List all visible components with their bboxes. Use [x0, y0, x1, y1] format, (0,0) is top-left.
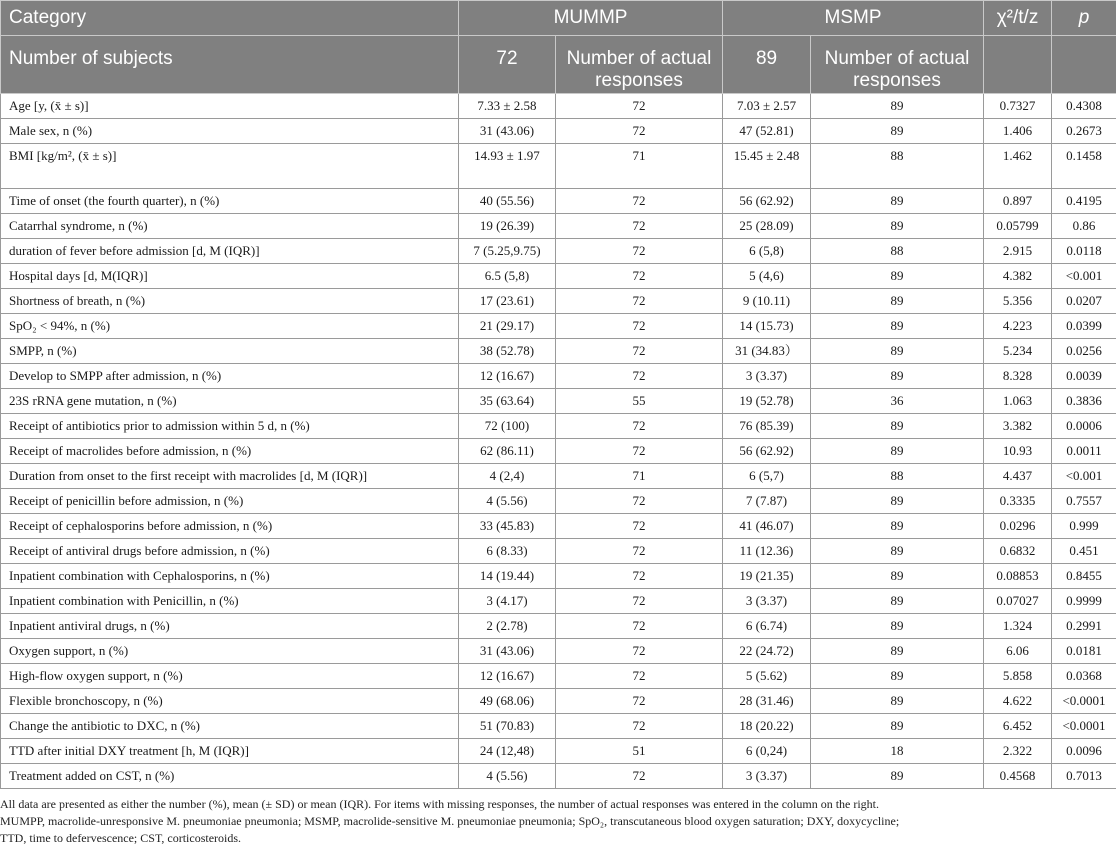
cell-v1: 2 (2.78)	[459, 614, 556, 639]
cell-p: 0.3836	[1052, 389, 1116, 414]
cell-label: 23S rRNA gene mutation, n (%)	[1, 389, 459, 414]
cell-v2: 15.45 ± 2.48	[723, 144, 811, 189]
cell-label: Oxygen support, n (%)	[1, 639, 459, 664]
cell-v2: 31 (34.83）	[723, 339, 811, 364]
cell-r1: 72	[556, 314, 723, 339]
header-stat-blank	[984, 36, 1052, 94]
cell-stat: 5.356	[984, 289, 1052, 314]
cell-r2: 89	[811, 764, 984, 789]
table-row	[1, 714, 1116, 739]
cell-label: Inpatient combination with Cephalosporins, n (%)	[1, 564, 459, 589]
header-msmp-n: 89	[723, 36, 811, 94]
table-row	[1, 539, 1116, 564]
cell-r1: 72	[556, 664, 723, 689]
table-row	[1, 289, 1116, 314]
cell-v2: 11 (12.36)	[723, 539, 811, 564]
cell-r1: 72	[556, 764, 723, 789]
cell-v1: 38 (52.78)	[459, 339, 556, 364]
cell-r2: 89	[811, 439, 984, 464]
table-row	[1, 614, 1116, 639]
table-row	[1, 464, 1116, 489]
cell-stat: 0.6832	[984, 539, 1052, 564]
header-mummp-n: 72	[459, 36, 556, 94]
cell-label: Receipt of penicillin before admission, n (%)	[1, 489, 459, 514]
cell-v2: 25 (28.09)	[723, 214, 811, 239]
cell-stat: 0.4568	[984, 764, 1052, 789]
cell-r2: 89	[811, 214, 984, 239]
cell-p: <0.0001	[1052, 689, 1116, 714]
cell-r2: 89	[811, 119, 984, 144]
table-row	[1, 364, 1116, 389]
cell-v2: 19 (21.35)	[723, 564, 811, 589]
cell-p: 0.0118	[1052, 239, 1116, 264]
cell-r1: 51	[556, 739, 723, 764]
cell-r1: 72	[556, 94, 723, 119]
table-row	[1, 489, 1116, 514]
cell-stat: 3.382	[984, 414, 1052, 439]
cell-r1: 72	[556, 564, 723, 589]
table-row	[1, 94, 1116, 119]
cell-p: 0.0096	[1052, 739, 1116, 764]
cell-v2: 6 (0,24)	[723, 739, 811, 764]
cell-label: Catarrhal syndrome, n (%)	[1, 214, 459, 239]
cell-r2: 89	[811, 489, 984, 514]
cell-v1: 4 (5.56)	[459, 764, 556, 789]
cell-v2: 47 (52.81)	[723, 119, 811, 144]
cell-stat: 4.622	[984, 689, 1052, 714]
cell-r2: 89	[811, 289, 984, 314]
cell-r1: 71	[556, 144, 723, 189]
cell-r1: 72	[556, 714, 723, 739]
cell-r2: 88	[811, 239, 984, 264]
table-row	[1, 664, 1116, 689]
cell-v1: 72 (100)	[459, 414, 556, 439]
cell-label: Male sex, n (%)	[1, 119, 459, 144]
cell-v2: 56 (62.92)	[723, 189, 811, 214]
cell-r1: 72	[556, 339, 723, 364]
cell-r1: 72	[556, 189, 723, 214]
footnote-line-1: All data are presented as either the number (%), mean (± SD) or mean (IQR). For items with missing responses, the number of actual responses was entered in the column on the right.	[0, 797, 880, 811]
cell-p: 0.4195	[1052, 189, 1116, 214]
cell-r2: 89	[811, 639, 984, 664]
cell-v2: 28 (31.46)	[723, 689, 811, 714]
cell-v1: 40 (55.56)	[459, 189, 556, 214]
cell-label: BMI [kg/m², (x̄ ± s)]	[1, 144, 459, 189]
cell-r2: 18	[811, 739, 984, 764]
cell-label: Receipt of macrolides before admission, n (%)	[1, 439, 459, 464]
cell-label: Treatment added on CST, n (%)	[1, 764, 459, 789]
cell-p: 0.0207	[1052, 289, 1116, 314]
cell-stat: 1.406	[984, 119, 1052, 144]
cell-stat: 4.223	[984, 314, 1052, 339]
cell-p: 0.4308	[1052, 94, 1116, 119]
cell-stat: 5.858	[984, 664, 1052, 689]
cell-r1: 72	[556, 489, 723, 514]
cell-p: <0.001	[1052, 264, 1116, 289]
cell-v1: 7 (5.25,9.75)	[459, 239, 556, 264]
cell-stat: 8.328	[984, 364, 1052, 389]
table-row	[1, 214, 1116, 239]
cell-stat: 6.06	[984, 639, 1052, 664]
cell-v2: 18 (20.22)	[723, 714, 811, 739]
cell-label: Receipt of antibiotics prior to admission within 5 d, n (%)	[1, 414, 459, 439]
cell-r1: 72	[556, 689, 723, 714]
table-row	[1, 189, 1116, 214]
cell-r1: 72	[556, 439, 723, 464]
cell-label: Shortness of breath, n (%)	[1, 289, 459, 314]
cell-v2: 3 (3.37)	[723, 764, 811, 789]
cell-r1: 72	[556, 289, 723, 314]
cell-r1: 72	[556, 614, 723, 639]
table-row	[1, 739, 1116, 764]
cell-p: 0.0181	[1052, 639, 1116, 664]
cell-r2: 89	[811, 664, 984, 689]
table-body	[1, 94, 1116, 789]
cell-stat: 1.462	[984, 144, 1052, 189]
cell-v2: 3 (3.37)	[723, 364, 811, 389]
cell-p: 0.451	[1052, 539, 1116, 564]
cell-p: 0.0399	[1052, 314, 1116, 339]
cell-p: <0.001	[1052, 464, 1116, 489]
cell-r2: 89	[811, 564, 984, 589]
cell-stat: 6.452	[984, 714, 1052, 739]
cell-stat: 0.7327	[984, 94, 1052, 119]
cell-p: 0.0006	[1052, 414, 1116, 439]
table-row	[1, 439, 1116, 464]
table-row	[1, 564, 1116, 589]
cell-r1: 72	[556, 364, 723, 389]
footnote-line-3: TTD, time to defervescence; CST, corticosteroids.	[0, 831, 242, 845]
cell-p: 0.0368	[1052, 664, 1116, 689]
cell-p: 0.7013	[1052, 764, 1116, 789]
cell-v1: 19 (26.39)	[459, 214, 556, 239]
cell-r1: 72	[556, 414, 723, 439]
cell-label: Inpatient antiviral drugs, n (%)	[1, 614, 459, 639]
cell-r2: 89	[811, 539, 984, 564]
cell-label: Receipt of antiviral drugs before admission, n (%)	[1, 539, 459, 564]
cell-v2: 9 (10.11)	[723, 289, 811, 314]
cell-v2: 6 (5,8)	[723, 239, 811, 264]
cell-p: 0.2673	[1052, 119, 1116, 144]
cell-stat: 0.07027	[984, 589, 1052, 614]
cell-v2: 56 (62.92)	[723, 439, 811, 464]
table-row	[1, 119, 1116, 144]
cell-stat: 5.234	[984, 339, 1052, 364]
header-msmp-responses: Number of actual responses	[811, 36, 984, 94]
cell-v2: 41 (46.07)	[723, 514, 811, 539]
cell-stat: 0.05799	[984, 214, 1052, 239]
cell-r2: 89	[811, 264, 984, 289]
cell-v1: 3 (4.17)	[459, 589, 556, 614]
cell-p: 0.1458	[1052, 144, 1116, 189]
cell-v2: 22 (24.72)	[723, 639, 811, 664]
cell-label: TTD after initial DXY treatment [h, M (IQR)]	[1, 739, 459, 764]
cell-r1: 72	[556, 639, 723, 664]
cell-r1: 71	[556, 464, 723, 489]
cell-label: SpO₂ < 94%, n (%)	[1, 314, 459, 339]
cell-r2: 88	[811, 464, 984, 489]
header-category: Category	[1, 1, 459, 36]
table-row	[1, 314, 1116, 339]
cell-label: Develop to SMPP after admission, n (%)	[1, 364, 459, 389]
cell-r2: 89	[811, 94, 984, 119]
cell-r1: 72	[556, 539, 723, 564]
cell-r1: 72	[556, 264, 723, 289]
header-stat: χ²/t/z	[984, 1, 1052, 36]
cell-stat: 0.0296	[984, 514, 1052, 539]
cell-label: High-flow oxygen support, n (%)	[1, 664, 459, 689]
cell-v1: 49 (68.06)	[459, 689, 556, 714]
table-row	[1, 264, 1116, 289]
cell-v1: 12 (16.67)	[459, 664, 556, 689]
cell-v1: 35 (63.64)	[459, 389, 556, 414]
cell-stat: 0.08853	[984, 564, 1052, 589]
table-row	[1, 639, 1116, 664]
cell-stat: 4.382	[984, 264, 1052, 289]
table-row	[1, 514, 1116, 539]
header-group-mummp: MUMMP	[459, 1, 723, 36]
cell-r2: 36	[811, 389, 984, 414]
cell-r2: 89	[811, 589, 984, 614]
cell-r2: 89	[811, 689, 984, 714]
table-row	[1, 339, 1116, 364]
cell-r1: 72	[556, 514, 723, 539]
cell-v1: 17 (23.61)	[459, 289, 556, 314]
header-group-msmp: MSMP	[723, 1, 984, 36]
cell-r2: 89	[811, 364, 984, 389]
cell-r2: 88	[811, 144, 984, 189]
cell-v2: 3 (3.37)	[723, 589, 811, 614]
cell-v1: 31 (43.06)	[459, 639, 556, 664]
cell-r2: 89	[811, 614, 984, 639]
cell-v2: 19 (52.78)	[723, 389, 811, 414]
cell-v1: 12 (16.67)	[459, 364, 556, 389]
cell-v2: 76 (85.39)	[723, 414, 811, 439]
header-mummp-responses: Number of actual responses	[556, 36, 723, 94]
cell-v2: 14 (15.73)	[723, 314, 811, 339]
cell-label: Receipt of cephalosporins before admission, n (%)	[1, 514, 459, 539]
cell-p: <0.0001	[1052, 714, 1116, 739]
cell-stat: 1.063	[984, 389, 1052, 414]
cell-stat: 4.437	[984, 464, 1052, 489]
cell-label: Time of onset (the fourth quarter), n (%)	[1, 189, 459, 214]
cell-v1: 21 (29.17)	[459, 314, 556, 339]
cell-p: 0.999	[1052, 514, 1116, 539]
header-p: p	[1052, 1, 1116, 36]
cell-v1: 6 (8.33)	[459, 539, 556, 564]
cell-r2: 89	[811, 514, 984, 539]
table-header	[1, 1, 1116, 94]
cell-v2: 7.03 ± 2.57	[723, 94, 811, 119]
cell-stat: 2.915	[984, 239, 1052, 264]
cell-label: Hospital days [d, M(IQR)]	[1, 264, 459, 289]
cell-label: Inpatient combination with Penicillin, n (%)	[1, 589, 459, 614]
cell-v1: 4 (5.56)	[459, 489, 556, 514]
cell-p: 0.0011	[1052, 439, 1116, 464]
cell-p: 0.8455	[1052, 564, 1116, 589]
footnote-line-2: MUMPP, macrolide-unresponsive M. pneumoniae pneumonia; MSMP, macrolide-sensitive M. pneumoniae pneumonia; SpO₂, transcutaneous blood oxygen saturation; DXY, doxycycline;	[0, 814, 900, 828]
cell-label: Flexible bronchoscopy, n (%)	[1, 689, 459, 714]
cell-r2: 89	[811, 189, 984, 214]
table-row	[1, 589, 1116, 614]
cell-p: 0.86	[1052, 214, 1116, 239]
cell-stat: 0.3335	[984, 489, 1052, 514]
cell-r2: 89	[811, 339, 984, 364]
cell-v1: 14.93 ± 1.97	[459, 144, 556, 189]
cell-p: 0.9999	[1052, 589, 1116, 614]
cell-p: 0.7557	[1052, 489, 1116, 514]
table-row	[1, 414, 1116, 439]
cell-r1: 72	[556, 239, 723, 264]
cell-v1: 51 (70.83)	[459, 714, 556, 739]
cell-label: duration of fever before admission [d, M (IQR)]	[1, 239, 459, 264]
cell-stat: 1.324	[984, 614, 1052, 639]
table-footnote	[0, 796, 1112, 847]
cell-label: Duration from onset to the first receipt with macrolides [d, M (IQR)]	[1, 464, 459, 489]
cell-v1: 4 (2,4)	[459, 464, 556, 489]
cell-p: 0.0039	[1052, 364, 1116, 389]
table-row	[1, 764, 1116, 789]
cell-stat: 0.897	[984, 189, 1052, 214]
cell-p: 0.0256	[1052, 339, 1116, 364]
cell-v1: 24 (12,48)	[459, 739, 556, 764]
cell-v2: 6 (5,7)	[723, 464, 811, 489]
cell-r1: 72	[556, 119, 723, 144]
cell-v1: 31 (43.06)	[459, 119, 556, 144]
cell-r2: 89	[811, 314, 984, 339]
cell-r1: 72	[556, 214, 723, 239]
table-row	[1, 389, 1116, 414]
cell-v2: 7 (7.87)	[723, 489, 811, 514]
cell-stat: 2.322	[984, 739, 1052, 764]
table-row	[1, 689, 1116, 714]
cell-r1: 55	[556, 389, 723, 414]
cell-v1: 14 (19.44)	[459, 564, 556, 589]
cell-p: 0.2991	[1052, 614, 1116, 639]
cell-v2: 5 (4,6)	[723, 264, 811, 289]
cell-label: Change the antibiotic to DXC, n (%)	[1, 714, 459, 739]
table-row	[1, 239, 1116, 264]
cell-r2: 89	[811, 714, 984, 739]
table-row	[1, 144, 1116, 189]
header-subjects-label: Number of subjects	[1, 36, 459, 94]
cell-v1: 6.5 (5,8)	[459, 264, 556, 289]
cell-v2: 5 (5.62)	[723, 664, 811, 689]
cell-label: SMPP, n (%)	[1, 339, 459, 364]
cell-r2: 89	[811, 414, 984, 439]
header-p-blank	[1052, 36, 1116, 94]
cell-label: Age [y, (x̄ ± s)]	[1, 94, 459, 119]
cell-v1: 33 (45.83)	[459, 514, 556, 539]
cell-v2: 6 (6.74)	[723, 614, 811, 639]
cell-stat: 10.93	[984, 439, 1052, 464]
cell-v1: 62 (86.11)	[459, 439, 556, 464]
cell-v1: 7.33 ± 2.58	[459, 94, 556, 119]
cell-r1: 72	[556, 589, 723, 614]
